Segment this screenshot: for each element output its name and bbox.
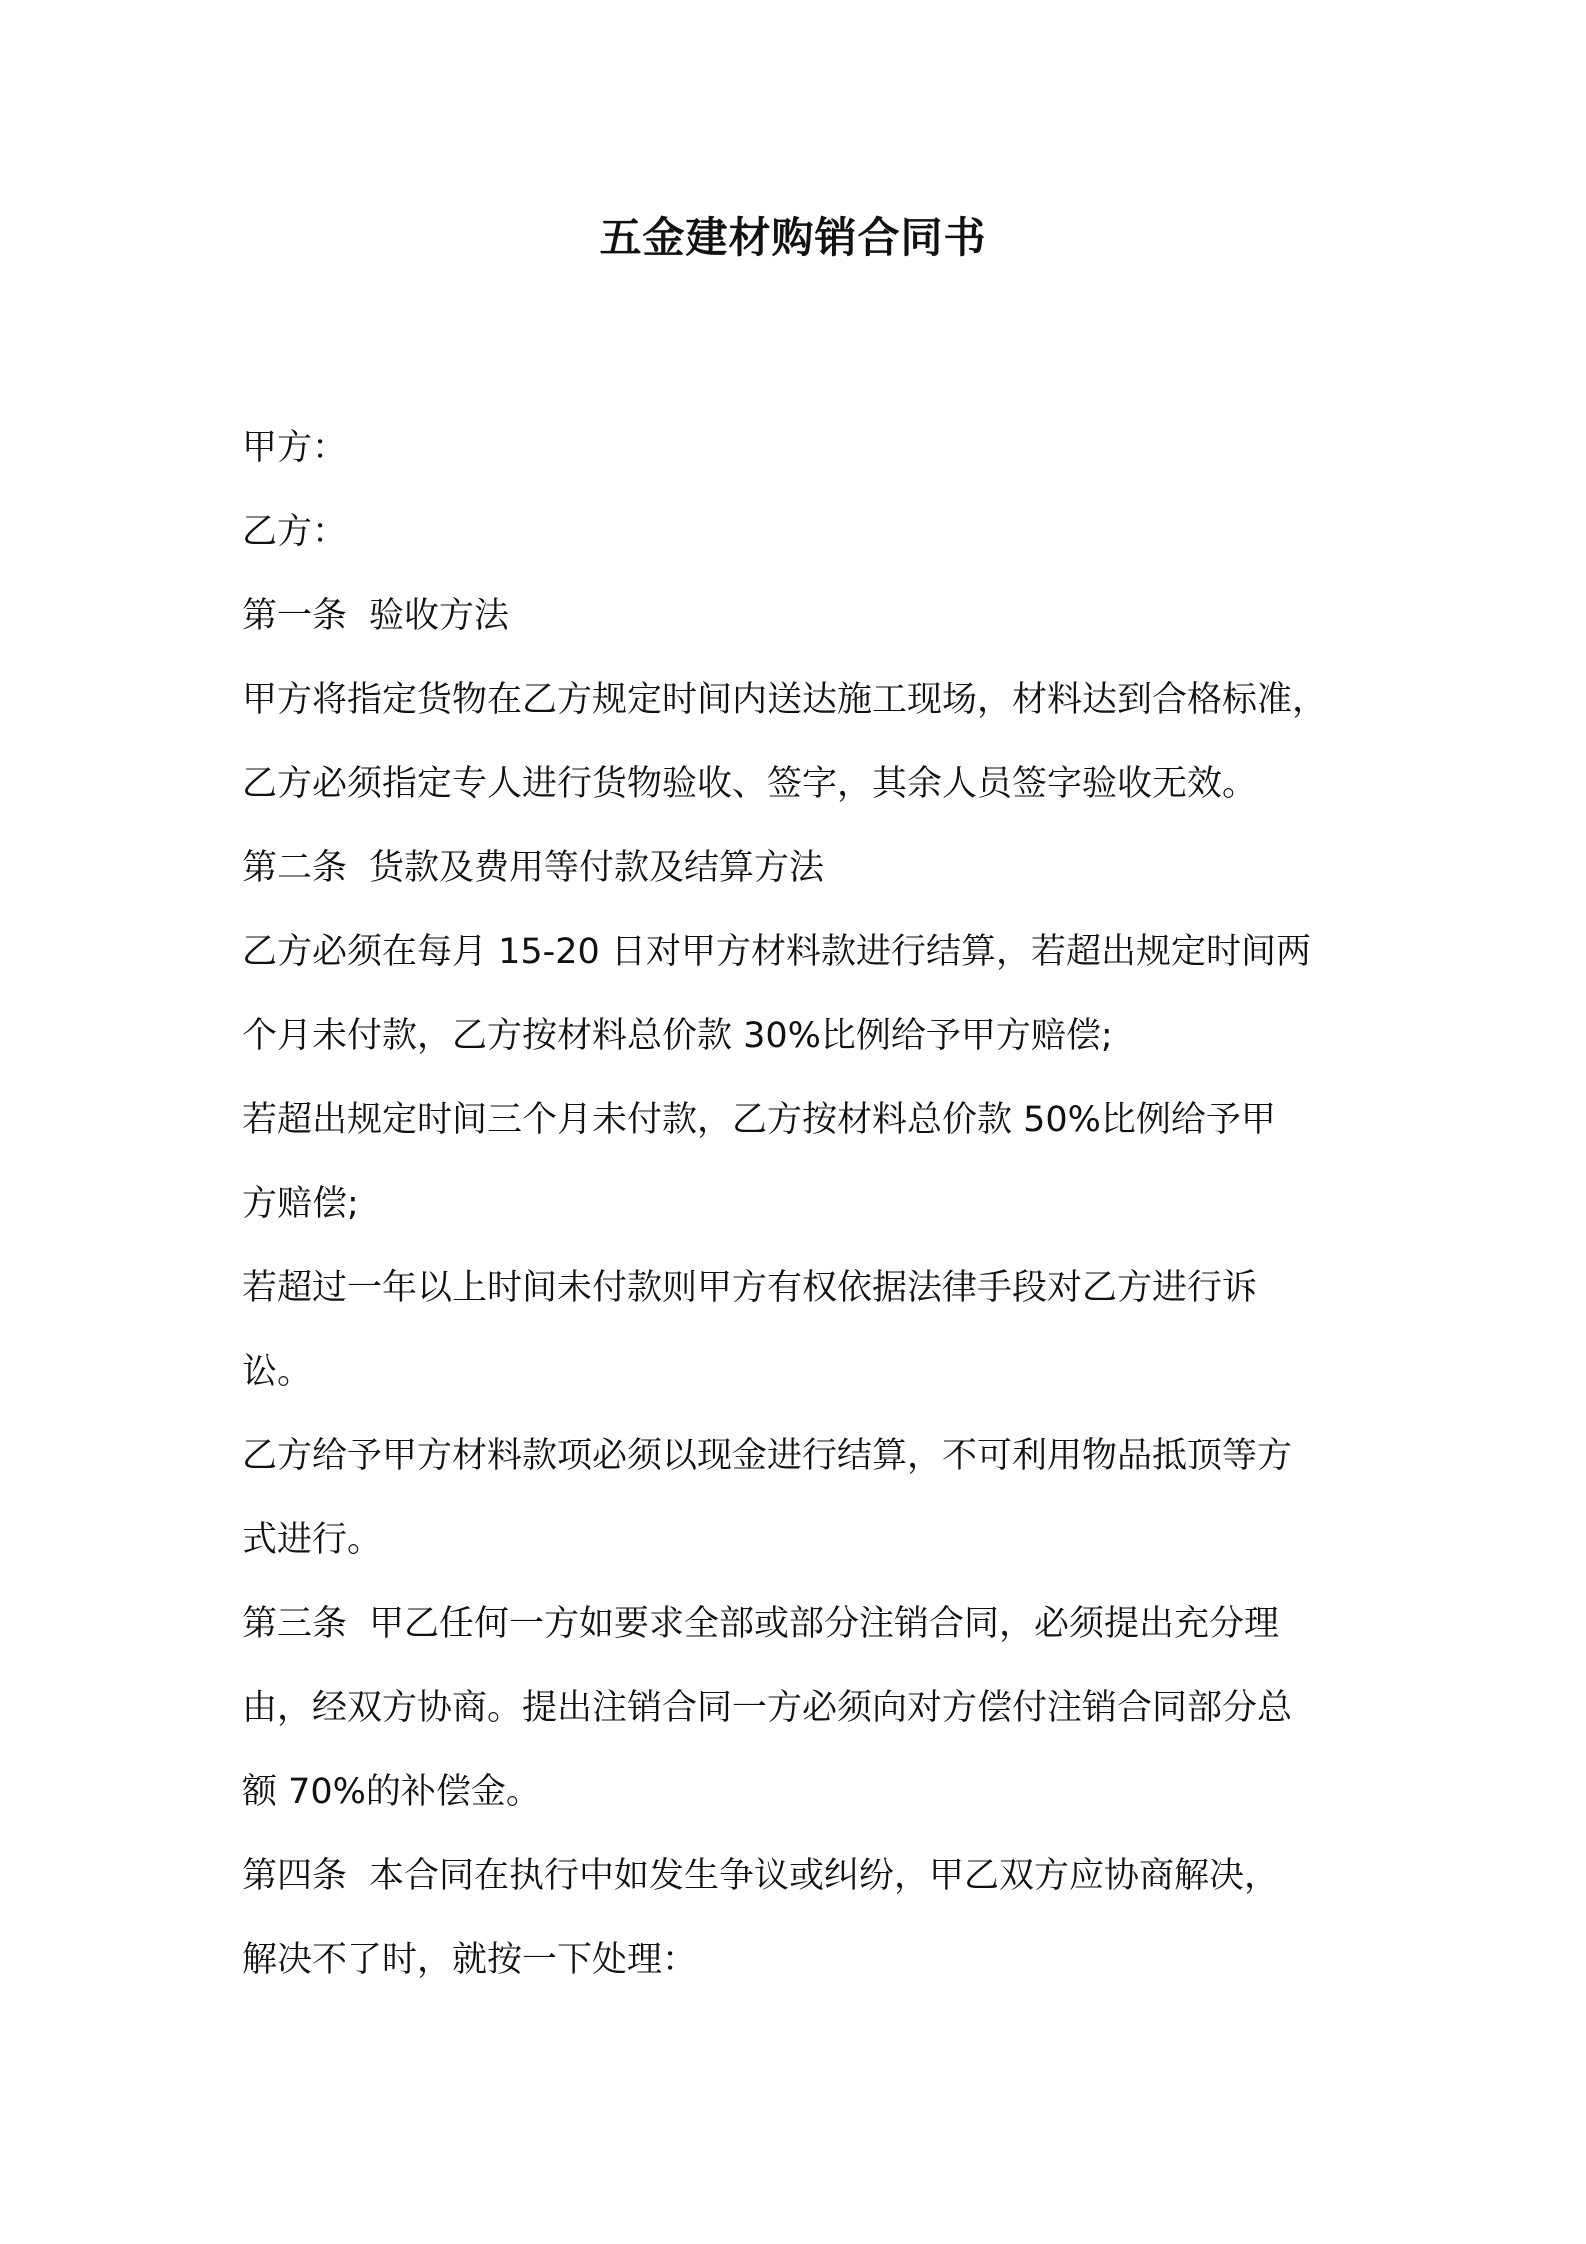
- paragraph-line: 解决不了时，就按一下处理：: [242, 1940, 698, 1980]
- paragraph-line: 乙方必须指定专人进行货物验收、签字，其余人员签字验收无效。: [242, 764, 1258, 804]
- article-text: 甲乙任何一方如要求全部或部分注销合同，必须提出充分理: [369, 1604, 1280, 1644]
- paragraph-line: 若超出规定时间三个月未付款，乙方按材料总价款 50%比例给予甲: [242, 1100, 1276, 1140]
- article-heading: [242, 1582, 1372, 1666]
- paragraph-line: 个月未付款，乙方按材料总价款 30%比例给予甲方赔偿;: [242, 1016, 1113, 1056]
- contract-body: [242, 406, 1372, 2002]
- article-heading: [242, 826, 1372, 910]
- article-number: 第四条: [242, 1856, 348, 1896]
- paragraph-line: 讼。: [242, 1352, 313, 1392]
- article-heading: [242, 1834, 1372, 1918]
- paragraph-line: 式进行。: [242, 1520, 383, 1560]
- party-field: 乙方：: [242, 512, 348, 552]
- article-heading: [242, 574, 1372, 658]
- article-text: 货款及费用等付款及结算方法: [369, 848, 825, 888]
- paragraph-line: 由，经双方协商。提出注销合同一方必须向对方偿付注销合同部分总: [242, 1688, 1293, 1728]
- article-number: 第一条: [242, 596, 348, 636]
- article-number: 第三条: [242, 1604, 348, 1644]
- article-number: 第二条: [242, 848, 348, 888]
- paragraph-line: 若超过一年以上时间未付款则甲方有权依据法律手段对乙方进行诉: [242, 1268, 1258, 1308]
- article-text: 本合同在执行中如发生争议或纠纷，甲乙双方应协商解决，: [369, 1856, 1280, 1896]
- paragraph-line: 额 70%的补偿金。: [242, 1772, 541, 1812]
- party-field: 甲方：: [242, 428, 348, 468]
- paragraph-line: 甲方将指定货物在乙方规定时间内送达施工现场，材料达到合格标准，: [242, 680, 1328, 720]
- paragraph-line: 乙方必须在每月 15-20 日对甲方材料款进行结算，若超出规定时间两: [242, 932, 1311, 972]
- paragraph-line: 乙方给予甲方材料款项必须以现金进行结算，不可利用物品抵顶等方: [242, 1436, 1293, 1476]
- document-title: 五金建材购销合同书: [599, 213, 987, 262]
- article-text: 验收方法: [369, 596, 510, 636]
- paragraph-line: 方赔偿;: [242, 1184, 359, 1224]
